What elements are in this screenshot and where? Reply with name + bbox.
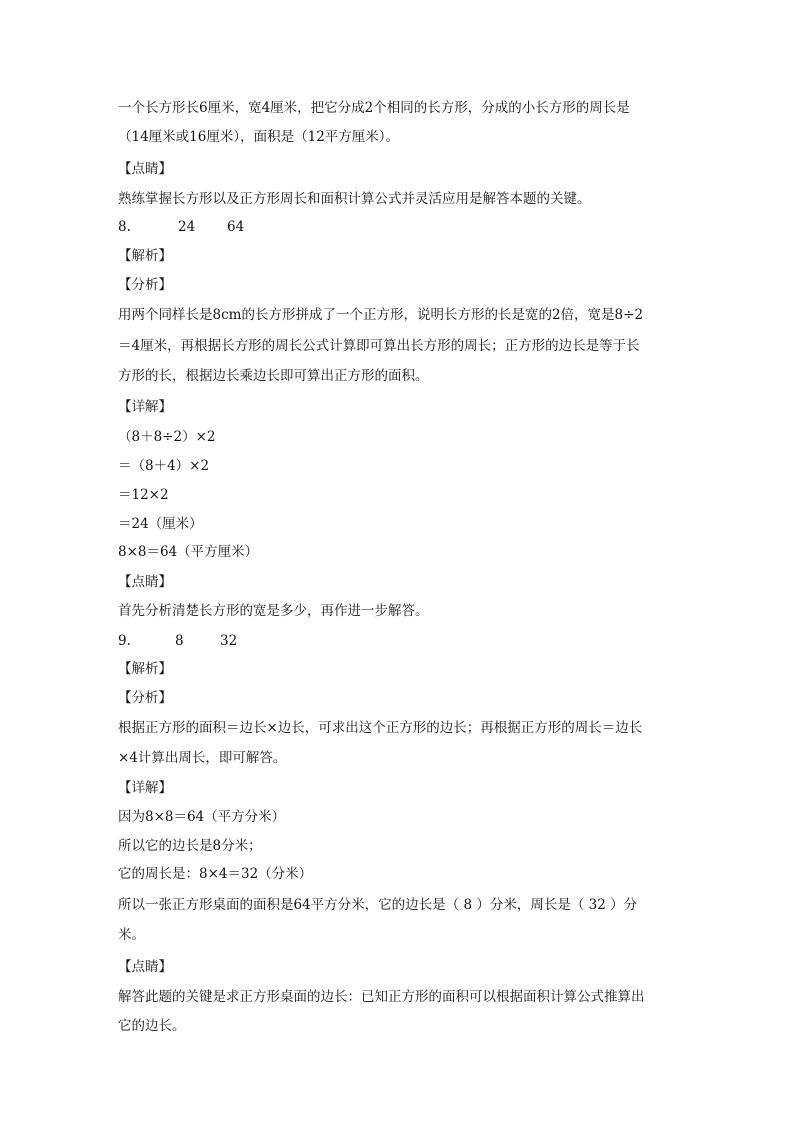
- question-number: 9.: [118, 633, 131, 649]
- text-line: ＝4厘米，再根据长方形的周长公式计算即可算出长方形的周长；正方形的边长是等于长: [118, 338, 640, 354]
- section-heading: 【详解】: [118, 780, 172, 796]
- section-heading: 【点睛】: [118, 574, 172, 590]
- text-line: （14厘米或16厘米），面积是（12平方厘米）。: [118, 129, 400, 145]
- answer-value: 24: [178, 219, 196, 235]
- text-line: 用两个同样长是8cm的长方形拼成了一个正方形，说明长方形的长是宽的2倍，宽是8÷2: [118, 307, 644, 323]
- section-heading: 【解析】: [118, 661, 172, 677]
- section-heading: 【分析】: [118, 277, 172, 293]
- text-line: 方形的长，根据边长乘边长即可算出正方形的面积。: [118, 368, 429, 384]
- formula-line: 所以它的边长是8分米；: [118, 838, 262, 854]
- formula-line: ＝12×2: [118, 487, 169, 503]
- text-line: 所以一张正方形桌面的面积是64平方分米，它的边长是（ 8 ）分米，周长是（ 32 ）分: [118, 897, 638, 913]
- answer-value: 8: [175, 633, 184, 649]
- text-line: 一个长方形长6厘米，宽4厘米，把它分成2个相同的长方形，分成的小长方形的周长是: [118, 100, 630, 116]
- text-line: 首先分析清楚长方形的宽是多少，再作进一步解答。: [118, 603, 429, 619]
- text-line: 米。: [118, 927, 145, 943]
- answer-value: 32: [220, 633, 238, 649]
- text-line: 它的边长。: [118, 1018, 186, 1034]
- formula-line: ＝24（厘米）: [118, 516, 203, 532]
- formula-line: 8×8＝64（平方厘米）: [118, 544, 259, 560]
- section-heading: 【详解】: [118, 399, 172, 415]
- formula-line: 它的周长是：8×4＝32（分米）: [118, 866, 313, 882]
- formula-line: （8＋8÷2）×2: [118, 429, 216, 445]
- formula-line: ＝（8＋4）×2: [118, 458, 210, 474]
- question-number: 8.: [118, 219, 131, 235]
- section-heading: 【解析】: [118, 248, 172, 264]
- text-line: 熟练掌握长方形以及正方形周长和面积计算公式并灵活应用是解答本题的关键。: [118, 191, 591, 207]
- text-line: 解答此题的关键是求正方形桌面的边长：已知正方形的面积可以根据面积计算公式推算出: [118, 989, 645, 1005]
- formula-line: 因为8×8＝64（平方分米）: [118, 809, 286, 825]
- text-line: 根据正方形的面积＝边长×边长，可求出这个正方形的边长；再根据正方形的周长＝边长: [118, 720, 643, 736]
- answer-value: 64: [227, 219, 245, 235]
- section-heading: 【分析】: [118, 690, 172, 706]
- section-heading: 【点睛】: [118, 161, 172, 177]
- text-line: ×4计算出周长，即可解答。: [118, 750, 287, 766]
- section-heading: 【点睛】: [118, 959, 172, 975]
